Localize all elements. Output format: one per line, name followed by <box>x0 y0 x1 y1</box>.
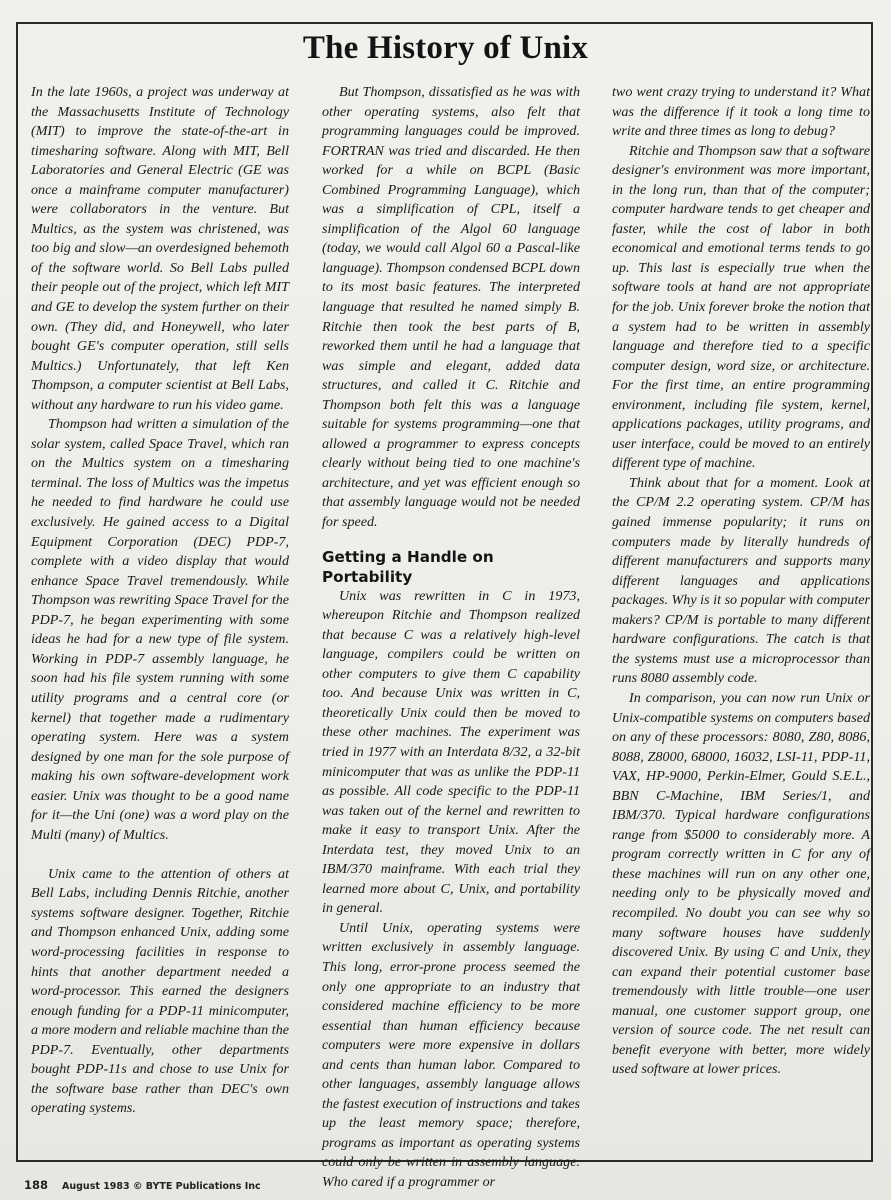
paragraph: Think about that for a moment. Look at the CP/M 2.2 operating system. CP/M has gained immense popularity; it runs on computers made by literally hundreds of different manufacturers and supports many different languages and applications packages. Why is it so popular with computer makers? CP/M is portable to many different hardware configurations. The catch is that the systems must use a microprocessor than runs 8080 assembly code. <box>612 474 870 687</box>
section-subhead: Getting a Handle on Portability <box>322 547 494 586</box>
paragraph: two went crazy trying to understand it? What was the difference if it took a long time to write and three times as long to debug? <box>612 84 870 140</box>
article-column-2 <box>322 83 580 1193</box>
paragraph: Ritchie and Thompson saw that a software designer's environment was more important, in the long run, than that of the computer; computer hardware tends to get cheaper and faster, while the cost of labor in both economical and emotional terms tends to go up. This last is especially true when the software tools at hand are not appropriate for the job. Unix forever broke the notion that a system had to be written in assembly language and therefore tied to a specific computer design, word size, or architecture. For the first time, an entire programming environment, including file system, kernel, applications packages, utility programs, and user interface, could be moved to an entirely different type of machine. <box>612 142 870 472</box>
paragraph: Thompson had written a simulation of the solar system, called Space Travel, which ran on the Multics system on a timesharing terminal. The loss of Multics was the impetus he needed to find hardware he could use exclusively. He gained access to a Digital Equipment Corporation (DEC) PDP-7, complete with a video display that would enhance Space Travel tremendously. While Thompson was rewriting Space Travel for the PDP-7, he began experimenting with some ideas he had for a new type of file system. Working in PDP-7 assembly language, he soon had his file system running with some utility programs and a central core (or kernel) that together made a rudimentary operating system. Here was a system designed by one man for the sole purpose of making his own software-development work easier. Unix was thought to be a good name for it—the Uni (one) was a word play on the Multi (many) of Multics. <box>31 416 289 843</box>
page-number: 188 <box>24 1178 49 1192</box>
paragraph: Unix came to the attention of others at Bell Labs, including Dennis Ritchie, another systems software designer. Together, Ritchie and Thompson enhanced Unix, adding some word-processing facilities in response to hints that another department needed a word-processor. This earned the designers enough funding for a PDP-11 minicomputer, a more modern and reliable machine than the PDP-7. Eventually, other departments bought PDP-11s and chose to use Unix for the software base rather than DEC's own operating systems. <box>31 865 289 1117</box>
paragraph: Until Unix, operating systems were written exclusively in assembly language. This long, error-prone process seemed the only one appropriate to an industry that considered machine efficiency to be more essential than human efficiency because computers were more expensive in dollars and cents than human labor. Compared to other languages, assembly language allows the fastest execution of instructions and takes up the least memory space; therefore, programs as important as operating systems could only be written in assembly language. Who cared if a programmer or <box>322 919 580 1190</box>
paragraph: But Thompson, dissatisfied as he was with other operating systems, also felt that programming languages could be improved. FORTRAN was tried and discarded. He then worked for a while on BCPL (Basic Combined Programming Language), which was a simplification of CPL, itself a simplification of the Algol 60 language (today, we would call Algol 60 a Pascal-like language). Thompson condensed BCPL down to its most basic features. The interpreted language that resulted he named simply B. Ritchie then took the best parts of B, reworked them until he had a language that was simple and elegant, added data structures, and called it C. Ritchie and Thompson both felt this was a language suitable for systems programming—one that allowed a programmer to express concepts clearly without being tied to one machine's architecture, and yet was efficient enough so that assembly language would not be needed for speed. <box>322 84 580 531</box>
paragraph: In the late 1960s, a project was underway at the Massachusetts Institute of Technology (MIT) to improve the state-of-the-art in timesharing software. Along with MIT, Bell Laboratories and General Electric (GE was once a mainframe computer manufacturer) were collaborators in the venture. But Multics, as the system was christened, was too big and slow—an overdesigned behemoth of the software world. So Bell Labs pulled their people out of the project, which left MIT and GE to develop the system further on their own. (They did, and Honeywell, who later bought GE's computer operation, still sells Multics.) Unfortunately, that left Ken Thompson, a computer scientist at Bell Labs, without any hardware to run his video game. <box>31 84 289 413</box>
issue-credit: August 1983 © BYTE Publications Inc <box>62 1181 261 1192</box>
paragraph: Unix was rewritten in C in 1973, whereupon Ritchie and Thompson realized that because C was a relatively high-level language, compilers could be written on other computers to give them C capability too. And because Unix was written in C, theoretically Unix could then be moved to these other machines. The experiment was tried in 1977 with an Interdata 8/32, a 32-bit minicomputer that was as unlike the PDP-11 as possible. All code specific to the PDP-11 was taken out of the kernel and rewritten to make it easy to transport Unix. After the Interdata test, they moved Unix to an IBM/370 mainframe. With each trial they learned more about C, Unix, and portability in general. <box>322 587 580 917</box>
page-footer <box>24 1178 261 1192</box>
article-column-3 <box>612 83 870 1080</box>
article-column-1 <box>31 83 289 1119</box>
article-title: The History of Unix <box>302 30 589 66</box>
paragraph: In comparison, you can now run Unix or Unix-compatible systems on computers based on any of these processors: 8080, Z80, 8086, 8088, Z8000, 68000, 16032, LSI-11, PDP-11, VAX, HP-9000, Perkin-Elmer, Gould S.E.L., BBN C-Machine, IBM Series/1, and IBM/370. Typical hardware configurations range from $5000 to considerably more. A program correctly written in C for any of these machines will run on any other one, needing only to be physically moved and recompiled. No doubt you can see why so many software houses have suddenly discovered Unix. By using C and Unix, they can expand their potential customer base tremendously with little trouble—one user manual, one customer support group, one version of source code. The net result can benefit everyone with better, more widely used software at lower prices. <box>612 689 870 1078</box>
